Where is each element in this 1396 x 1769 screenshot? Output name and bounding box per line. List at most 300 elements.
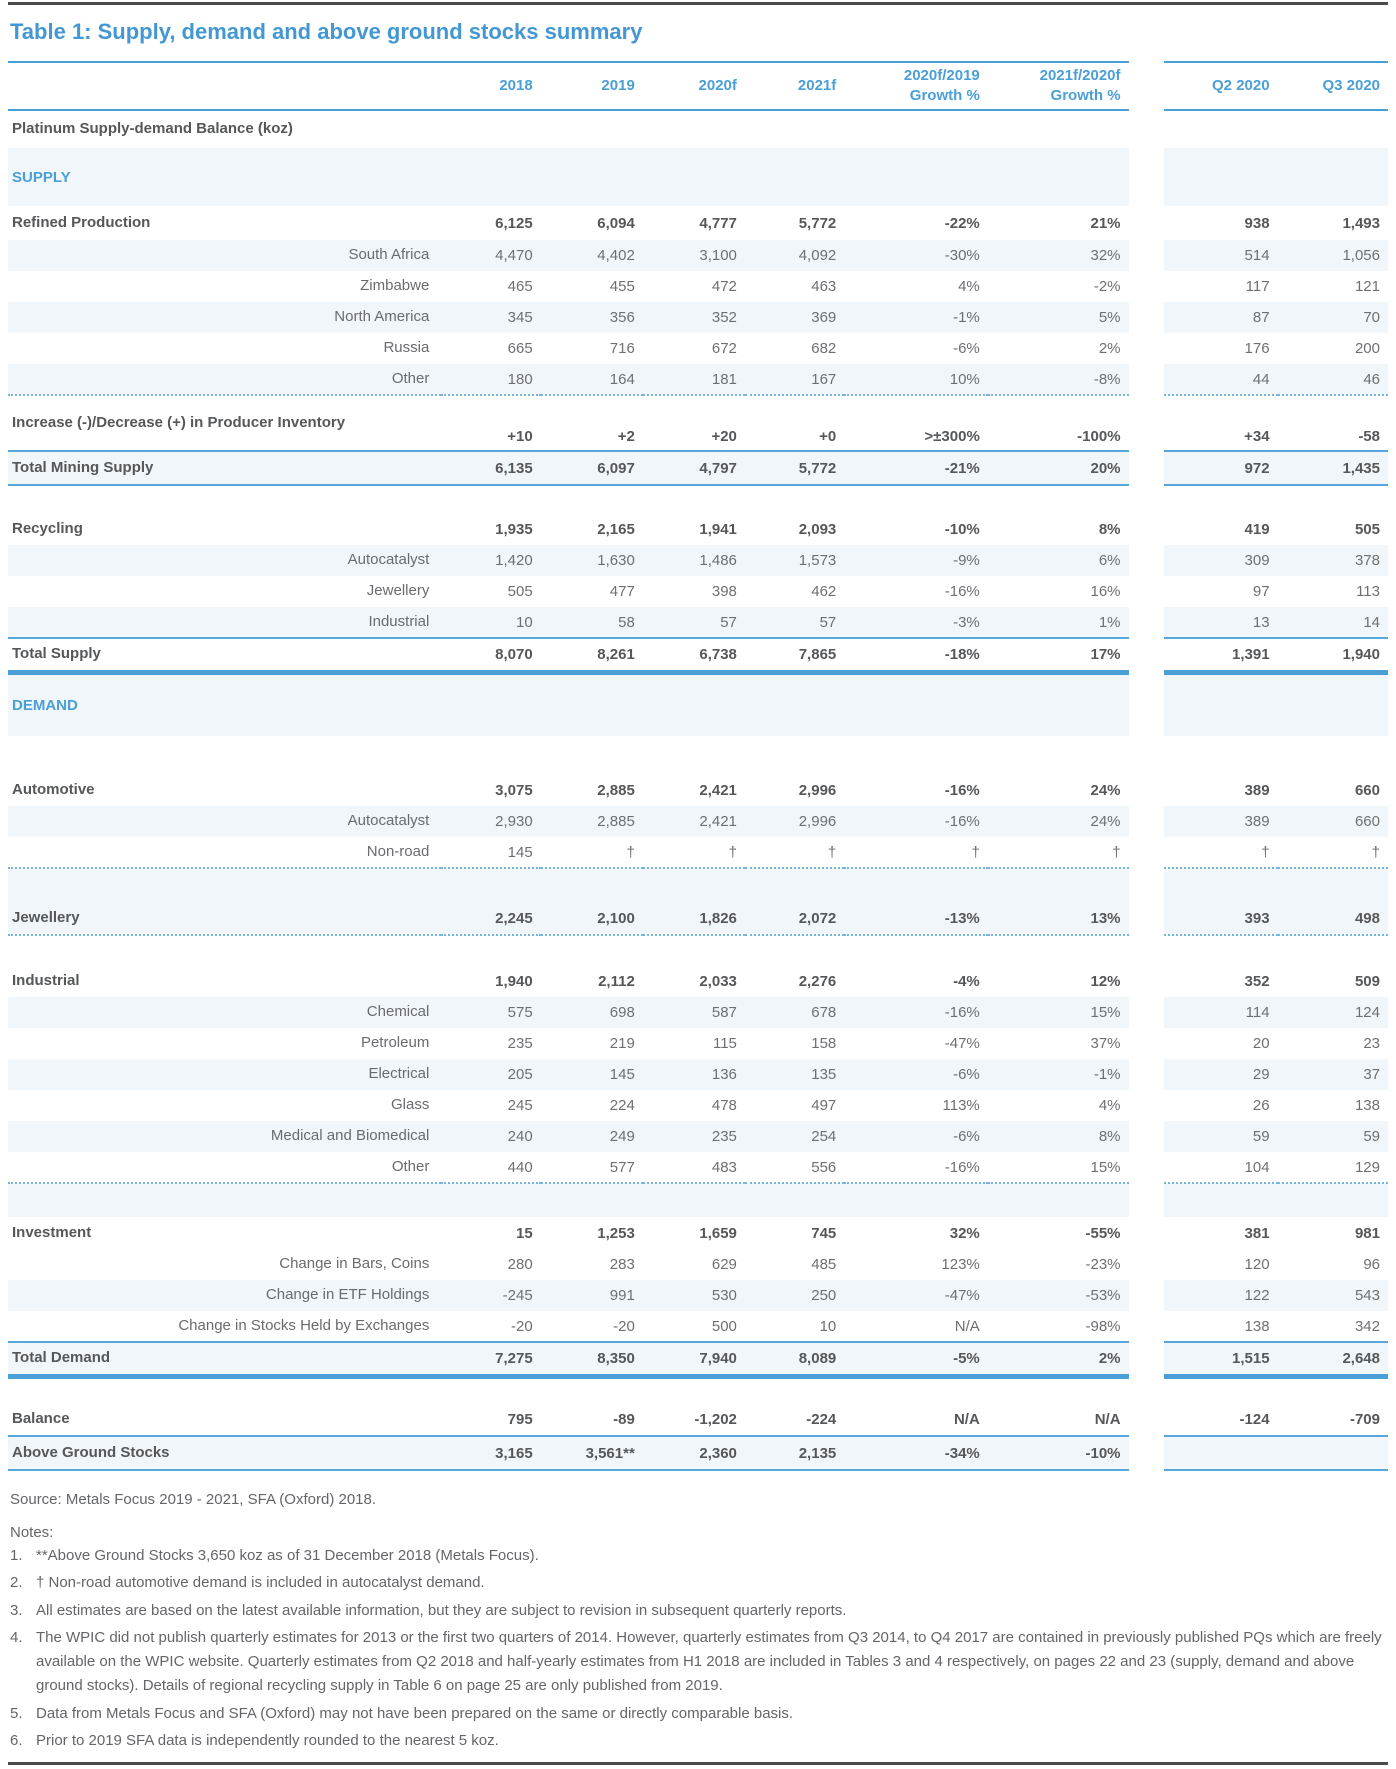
column-header [1278,62,1388,110]
cell-value: 6,097 [541,451,643,485]
column-gap [1129,302,1165,333]
note-text: Prior to 2019 SFA data is independently rounded to the nearest 5 koz. [36,1732,499,1750]
cell-value: 4% [958,278,980,295]
cell-value: N/A [844,1404,988,1436]
cell-value: 398 [711,583,737,600]
cell-value: 115 [712,1035,737,1052]
column-gap [1129,1342,1165,1376]
row-label: Other [8,1152,441,1183]
cell-value: 716 [609,340,635,357]
cell-value: 122 [1164,1280,1277,1311]
cell-value: 37 [1278,1059,1388,1090]
cell-value: -30% [844,240,988,271]
cell-value: -20 [541,1311,643,1342]
column-header [643,62,745,110]
note-item [10,1729,1388,1753]
cell-value: 2,165 [597,520,635,538]
cell-value: 577 [541,1152,643,1183]
cell-value: 381 [1244,1224,1270,1242]
cell-value: -16% [844,806,988,837]
column-gap [1129,271,1165,302]
column-gap [1129,965,1165,997]
cell-value: 991 [541,1280,643,1311]
cell-value: 4,470 [441,240,540,271]
cell-value: 135 [745,1059,844,1090]
cell-value: 6,094 [597,214,635,232]
cell-value: 1,941 [699,520,737,538]
table-row [8,1028,1388,1059]
cell-value: 58 [541,607,643,638]
cell-value: 1,391 [1164,638,1277,672]
cell-value: 3,075 [495,781,533,799]
column-header [8,62,441,110]
cell-value: 245 [507,1097,533,1114]
cell-value: 4% [1098,1097,1121,1114]
cell-value: 682 [811,340,837,357]
cell-value: 1,940 [1278,638,1388,672]
column-gap [1129,395,1165,451]
row-label: Glass [390,1096,430,1114]
cell-value: 309 [1164,545,1277,576]
cell-value: 15% [988,997,1129,1028]
cell-value: 472 [711,278,737,295]
column-header-line2: Growth % [1050,87,1121,104]
cell-value: 114 [1164,997,1277,1028]
cell-value: -20 [441,1311,540,1342]
cell-value: 389 [1164,806,1277,837]
cell-value: 2,100 [541,902,643,935]
row-label: Medical and Biomedical [8,1121,441,1152]
cell-value: 587 [643,997,745,1028]
table-row [8,513,1388,545]
cell-value: 505 [1354,520,1380,538]
cell-value: 352 [1244,972,1270,990]
cell-value: 167 [745,364,844,395]
cell-value: 1,253 [597,1224,635,1242]
note-text: Data from Metals Focus and SFA (Oxford) may not have been prepared on the same or directly comparable basis. [36,1704,794,1722]
row-label: Automotive [12,780,95,798]
cell-value: 463 [811,278,837,295]
cell-value [1164,1436,1277,1470]
cell-value: 113 [1356,583,1380,600]
row-label: Industrial [8,607,441,638]
column-gap [1129,240,1165,271]
cell-value: -1% [844,302,988,333]
column-gap [1129,868,1165,902]
cell-value: 1,056 [1278,240,1388,271]
column-header-line2: Growth % [909,87,980,104]
cell-value: -10% [988,1436,1129,1470]
note-item [10,1702,1388,1726]
cell-value: 378 [1278,545,1388,576]
cell-value: 1,420 [441,545,540,576]
spacer-cell [8,1183,1129,1217]
top-rule [8,2,1388,5]
cell-value: 2,072 [745,902,844,935]
cell-value: 96 [1363,1256,1380,1273]
cell-value: 120 [1244,1256,1270,1273]
cell-value: -124 [1164,1404,1277,1436]
spacer-cell [1164,485,1388,513]
note-number: 5. [10,1704,23,1722]
row-label: Refined Production [12,213,151,231]
table-row [8,240,1388,271]
column-gap [1129,607,1165,638]
column-header [745,62,844,110]
cell-value: -10% [944,520,980,538]
spacer-cell [8,868,1129,902]
table-row [8,837,1388,868]
cell-value: 240 [441,1121,540,1152]
cell-value: -2% [1093,278,1121,295]
cell-value: 180 [441,364,540,395]
note-item [10,1544,1388,1568]
cell-value: 419 [1244,520,1270,538]
cell-value: 6% [988,545,1129,576]
section-header: SUPPLY [8,148,1129,206]
column-gap [1129,1152,1165,1183]
table-row [8,576,1388,607]
column-gap [1129,1059,1165,1090]
cell-value: 8,261 [541,638,643,672]
cell-value: 1,826 [643,902,745,935]
spacer-row [8,1183,1388,1217]
spacer-cell [1164,1376,1388,1404]
cell-value: -23% [1085,1256,1121,1273]
cell-value: +2 [541,395,643,451]
column-gap [1129,1280,1165,1311]
cell-value: 20% [988,451,1129,485]
column-gap [1129,1183,1165,1217]
cell-value: 280 [507,1256,533,1273]
cell-value: 145 [441,837,540,868]
cell-value: 393 [1164,902,1277,935]
row-label: Industrial [12,971,80,989]
column-gap [1129,148,1165,206]
column-gap [1129,736,1165,774]
cell-value: 745 [811,1224,837,1242]
cell-value: † [643,837,745,868]
cell-value: 1,935 [495,520,533,538]
row-label: Autocatalyst [8,806,441,837]
cell-value: 4,777 [699,214,737,232]
table-row [8,1090,1388,1121]
cell-value: 3,561** [541,1436,643,1470]
note-text: **Above Ground Stocks 3,650 koz as of 31 December 2018 (Metals Focus). [36,1547,539,1564]
cell-value: 498 [1278,902,1388,935]
cell-value: 7,865 [745,638,844,672]
cell-value: 509 [1354,972,1380,990]
row-label: Jewellery [8,902,441,935]
note-item [10,1571,1388,1595]
cell-value: 389 [1244,781,1270,799]
spacer-cell [1164,736,1388,774]
table-row [8,1436,1388,1470]
cell-value: 6,135 [441,451,540,485]
bottom-rule [8,1762,1388,1765]
cell-value: 2,421 [699,781,737,799]
cell-value: 2% [1098,340,1121,357]
cell-value: 13 [1164,607,1277,638]
cell-value: -47% [944,1035,980,1052]
cell-value: † [541,837,643,868]
table-row [8,997,1388,1028]
cell-value: 8,350 [541,1342,643,1376]
cell-value: † [745,837,844,868]
cell-value: -18% [844,638,988,672]
row-label: Balance [8,1404,441,1436]
table-row [8,364,1388,395]
cell-value: 5,772 [798,214,837,232]
table-row [8,333,1388,364]
spacer-cell [1164,935,1388,965]
cell-value: 514 [1164,240,1277,271]
cell-value: -34% [844,1436,988,1470]
notes-label: Notes: [10,1524,54,1541]
row-label: Electrical [8,1059,441,1090]
cell-value: 678 [745,997,844,1028]
cell-value: 2,996 [798,781,837,799]
column-header-line1: 2018 [499,77,533,94]
cell-value: 138 [1164,1311,1277,1342]
table-row [8,806,1388,837]
cell-value: 12% [1090,972,1121,990]
cell-value: 59 [1164,1121,1277,1152]
cell-value: 2,033 [699,972,737,990]
note-number: 2. [10,1574,23,1592]
cell-value: 10 [441,607,540,638]
cell-value: -5% [844,1342,988,1376]
row-label: Other [8,364,441,395]
cell-value: -16% [944,781,980,799]
cell-value: N/A [844,1311,988,1342]
row-label: Non-road [8,837,441,868]
cell-value: 17% [988,638,1129,672]
cell-value: 181 [643,364,745,395]
cell-value: 1% [988,607,1129,638]
row-label: Autocatalyst [8,545,441,576]
cell-value: -89 [541,1404,643,1436]
header-gap [1129,62,1165,110]
table-row [8,1404,1388,1436]
report-page [8,2,1388,1765]
cell-value [1278,1436,1388,1470]
cell-value: 2,276 [798,972,837,990]
cell-value: 543 [1278,1280,1388,1311]
column-gap [1129,1090,1165,1121]
column-gap [1129,638,1165,672]
spacer-cell [1164,148,1388,206]
cell-value: 530 [643,1280,745,1311]
note-text: † Non-road automotive demand is included in autocatalyst demand. [36,1574,485,1592]
column-gap [1129,1436,1165,1470]
cell-value: 938 [1244,214,1270,232]
note-number: 6. [10,1732,23,1750]
row-label: Petroleum [360,1034,430,1052]
cell-value: 2,885 [597,781,635,799]
note-text: All estimates are based on the latest available information, but they are subject to revision in subsequent quarterly reports. [36,1601,847,1619]
table-subtitle: Platinum Supply-demand Balance (koz) [12,120,293,138]
column-header [988,62,1129,110]
cell-value: 352 [643,302,745,333]
note-item [10,1599,1388,1623]
cell-value: 14 [1278,607,1388,638]
cell-value: 665 [507,340,533,357]
cell-value: 485 [811,1256,837,1273]
cell-value: 136 [643,1059,745,1090]
cell-value: 6,125 [495,214,533,232]
cell-value: -16% [844,1152,988,1183]
column-header [844,62,988,110]
spacer-cell [8,485,1129,513]
row-label: North America [8,302,441,333]
column-gap [1129,997,1165,1028]
cell-value: 254 [745,1121,844,1152]
cell-value: 104 [1164,1152,1277,1183]
column-header [1164,62,1277,110]
cell-value: † [988,837,1129,868]
table-row [8,1280,1388,1311]
row-label: Total Demand [8,1342,441,1376]
column-gap [1129,1311,1165,1342]
cell-value: -13% [844,902,988,935]
cell-value: 224 [609,1097,635,1114]
column-header-line1: Q3 2020 [1322,77,1380,94]
note-number: 1. [10,1547,23,1564]
cell-value: 32% [988,240,1129,271]
cell-value: +34 [1164,395,1277,451]
cell-value: 2% [988,1342,1129,1376]
cell-value: -3% [844,607,988,638]
cell-value: 4,797 [643,451,745,485]
note-item [10,1626,1388,1699]
table-header [8,62,1388,110]
cell-value: 5,772 [745,451,844,485]
table-body [8,110,1388,1470]
column-gap [1129,837,1165,868]
cell-value: 356 [541,302,643,333]
cell-value: -1,202 [643,1404,745,1436]
table-row [8,1342,1388,1376]
cell-value: -245 [441,1280,540,1311]
cell-value: 483 [643,1152,745,1183]
cell-value: 219 [609,1035,635,1052]
cell-value: 369 [745,302,844,333]
cell-value: 70 [1278,302,1388,333]
cell-value: 500 [643,1311,745,1342]
cell-value: 497 [811,1097,837,1114]
row-label: South Africa [8,240,441,271]
cell-value: 455 [609,278,635,295]
cell-value: 2,930 [441,806,540,837]
cell-value: 4,092 [745,240,844,271]
spacer-row [8,935,1388,965]
cell-value: N/A [988,1404,1129,1436]
table-row [8,451,1388,485]
cell-value: 44 [1164,364,1277,395]
table-row [8,1121,1388,1152]
spacer-cell [8,1376,1129,1404]
table-row [8,302,1388,333]
cell-value: 57 [643,607,745,638]
spacer-cell [1164,1183,1388,1217]
cell-value: 629 [711,1256,737,1273]
cell-value: 8% [1098,520,1121,538]
cell-value: 3,165 [441,1436,540,1470]
header-row [8,62,1388,110]
cell-value: 13% [988,902,1129,935]
cell-value: -53% [988,1280,1129,1311]
column-header [441,62,540,110]
cell-value: 15 [516,1224,533,1242]
cell-value: 16% [1090,583,1121,600]
spacer-row [8,1376,1388,1404]
table-row [8,1311,1388,1342]
cell-value: 575 [441,997,540,1028]
cell-value: 2,245 [441,902,540,935]
row-label: Investment [12,1223,92,1241]
cell-value: 24% [1090,781,1121,799]
table-row [8,1059,1388,1090]
column-gap [1129,333,1165,364]
cell-value: 113% [942,1097,980,1114]
table-row [8,672,1388,736]
cell-value: 440 [441,1152,540,1183]
row-label: Chemical [8,997,441,1028]
notes-list [10,1544,1388,1753]
cell-value: 164 [541,364,643,395]
cell-value: -709 [1278,1404,1388,1436]
cell-value: -9% [844,545,988,576]
cell-value: 32% [949,1224,980,1242]
column-gap [1129,902,1165,935]
row-label: Increase (-)/Decrease (+) in Producer Inventory [8,395,441,451]
cell-value: 283 [609,1256,635,1273]
cell-value: 5% [988,302,1129,333]
cell-value: 124 [1278,997,1388,1028]
cell-value: 981 [1354,1224,1380,1242]
cell-value: 1,659 [699,1224,737,1242]
cell-value: 462 [811,583,837,600]
column-header-line1: Q2 2020 [1212,77,1270,94]
cell-value: -4% [953,972,980,990]
cell-value: 972 [1164,451,1277,485]
cell-value: 59 [1278,1121,1388,1152]
cell-value: 1,435 [1278,451,1388,485]
cell-value: -22% [944,214,980,232]
cell-value: -100% [988,395,1129,451]
cell-value: -1% [988,1059,1129,1090]
cell-value: 121 [1354,278,1380,295]
row-label: Zimbabwe [360,277,430,295]
cell-value: 250 [745,1280,844,1311]
cell-value: 97 [1252,583,1270,600]
cell-value: 138 [1354,1097,1380,1114]
cell-value: 2,421 [643,806,745,837]
cell-value: -21% [844,451,988,485]
source-line: Source: Metals Focus 2019 - 2021, SFA (Oxford) 2018. [10,1491,377,1508]
cell-value: 200 [1354,340,1380,357]
row-label: Change in ETF Holdings [8,1280,441,1311]
table-row [8,1152,1388,1183]
cell-value: -98% [988,1311,1129,1342]
table-row [8,902,1388,935]
cell-value: 87 [1164,302,1277,333]
note-number: 4. [10,1628,23,1646]
column-header-line1: 2020f/2019 [903,67,980,84]
cell-value: 235 [507,1035,533,1052]
cell-value: 6,738 [643,638,745,672]
